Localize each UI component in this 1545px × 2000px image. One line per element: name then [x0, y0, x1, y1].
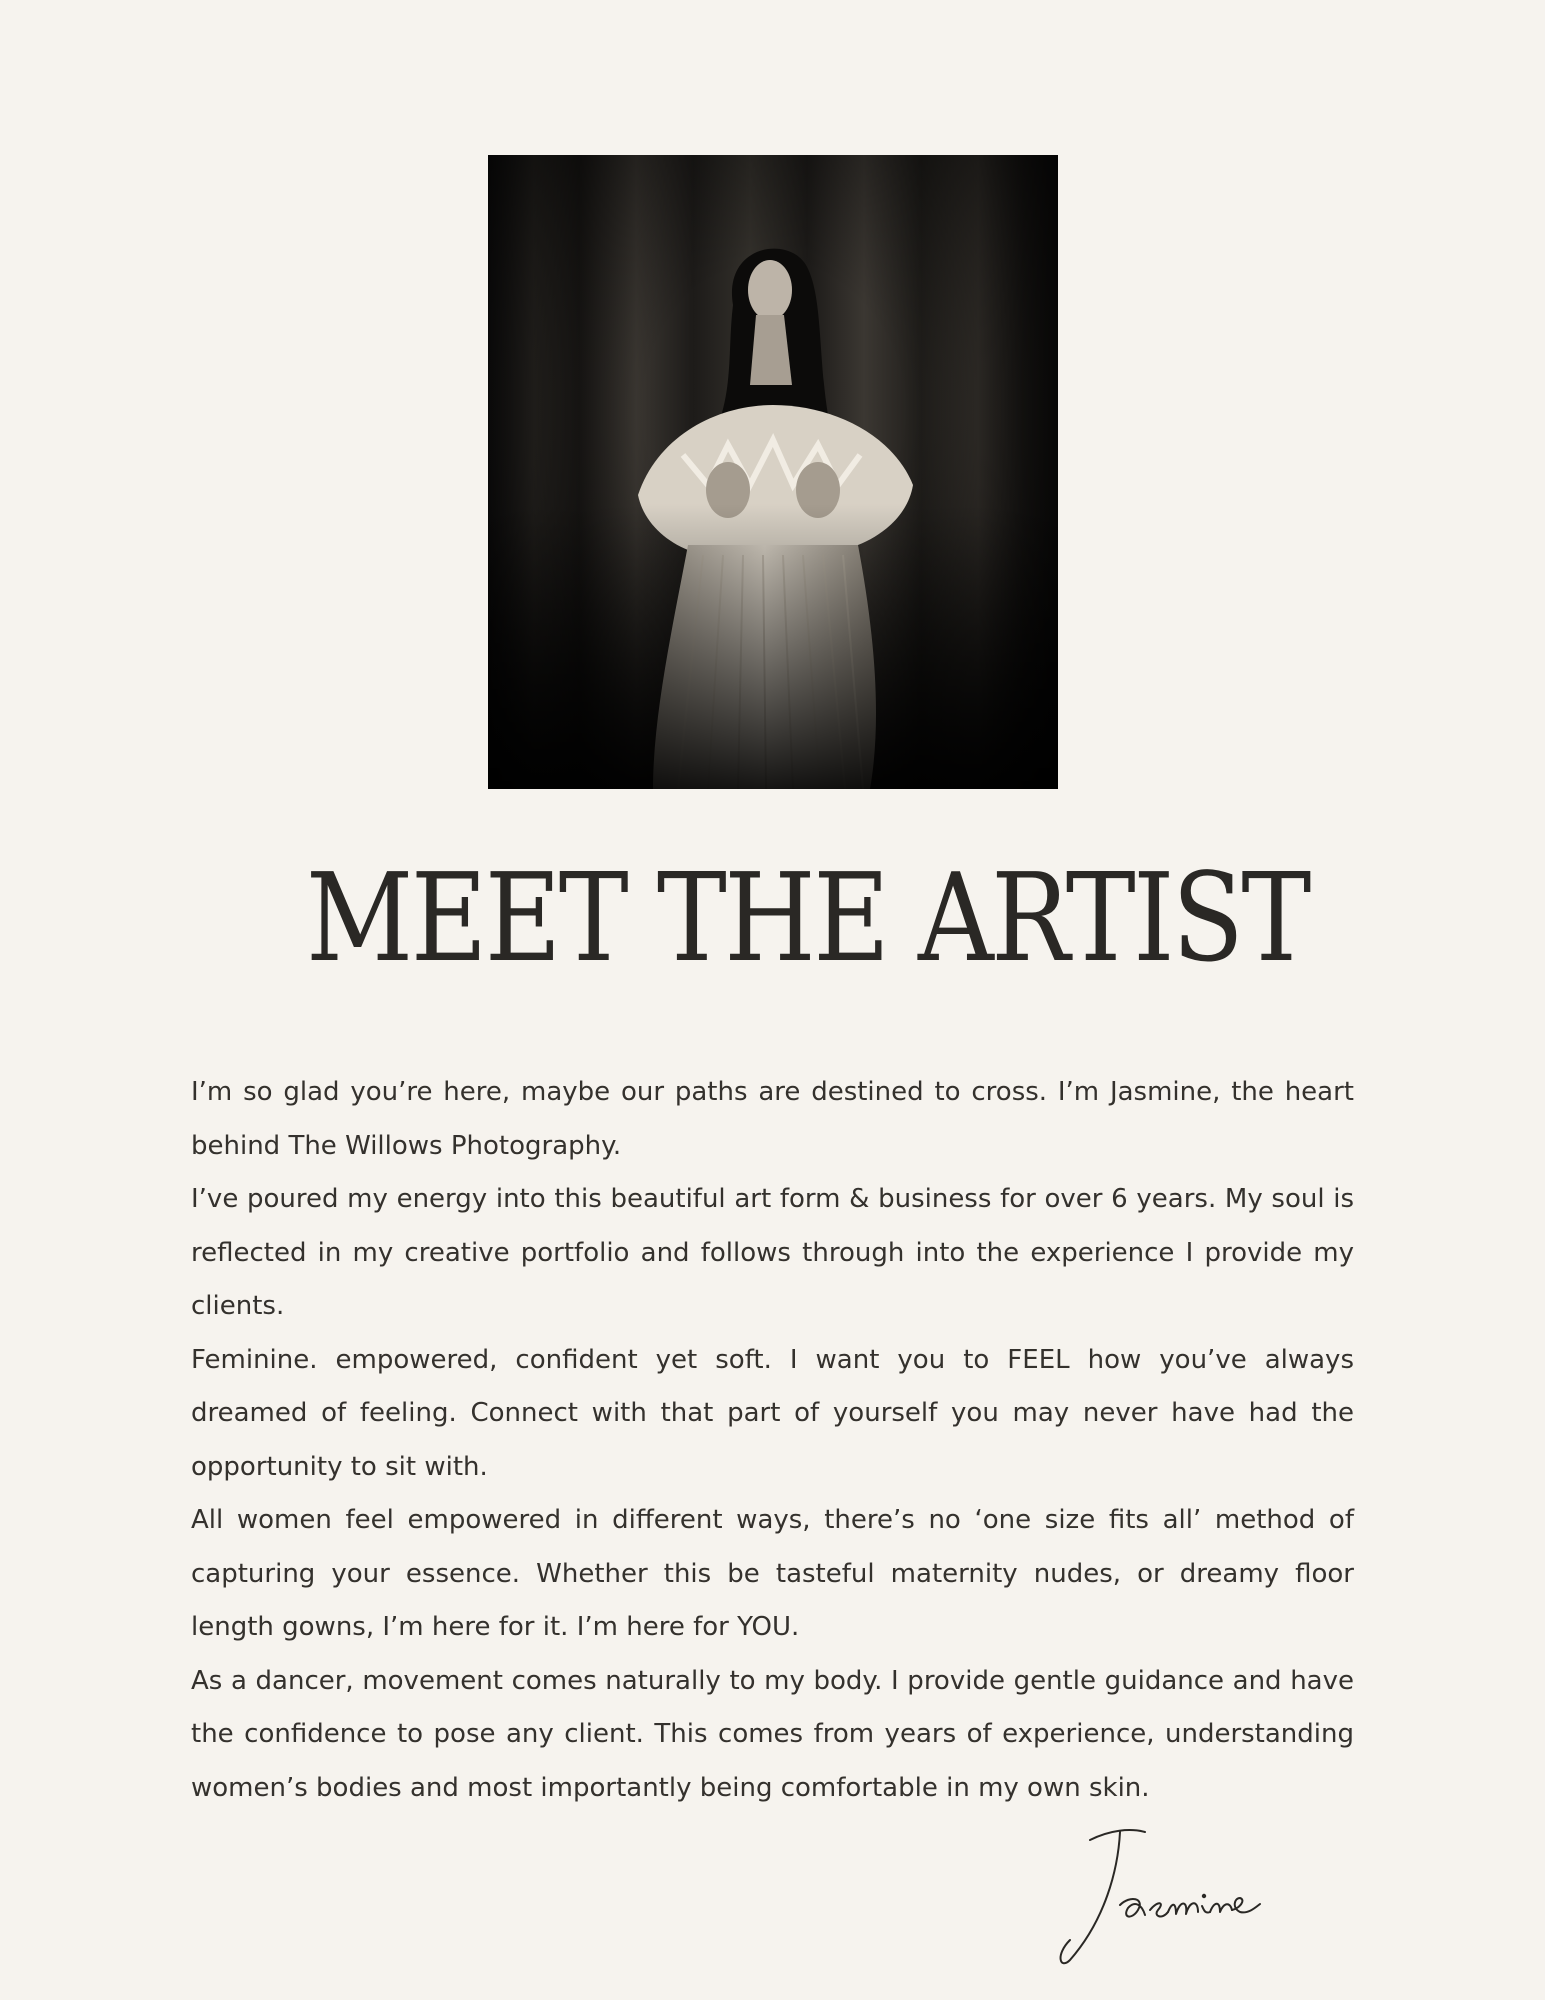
- artist-portrait-photo: [488, 155, 1058, 789]
- bio-paragraph: Feminine. empowered, confident yet soft. I want you to FEEL how you’ve always dreamed of feeling. Connect with that part of yourself you may never have had the opportunity to sit with.: [191, 1344, 1354, 1482]
- bio-paragraph: I’ve poured my energy into this beautiful art form & business for over 6 years. My soul is reflected in my creative portfolio and follows through into the experience I provide my clients.: [191, 1184, 1354, 1321]
- bio-paragraph: All women feel empowered in different ways, there’s no ‘one size fits all’ method of capturing your essence. Whether this be tasteful maternity nudes, or dreamy floor length gowns, I’m here for it. I’m here for YOU.: [191, 1505, 1354, 1642]
- bio-text: [191, 1066, 1354, 1815]
- bio-paragraph: I’m so glad you’re here, maybe our paths are destined to cross. I’m Jasmine, the heart behind The Willows Photography.: [191, 1077, 1354, 1161]
- portrait-image: [488, 155, 1058, 789]
- signature-jasmine: [1050, 1810, 1280, 1970]
- bio-paragraph: As a dancer, movement comes naturally to my body. I provide gentle guidance and have the confidence to pose any client. This comes from years of experience, understanding women’s bodies and most importantly being comfortable in my own skin.: [191, 1665, 1354, 1803]
- page-title: MEET THE ARTIST: [305, 847, 1309, 989]
